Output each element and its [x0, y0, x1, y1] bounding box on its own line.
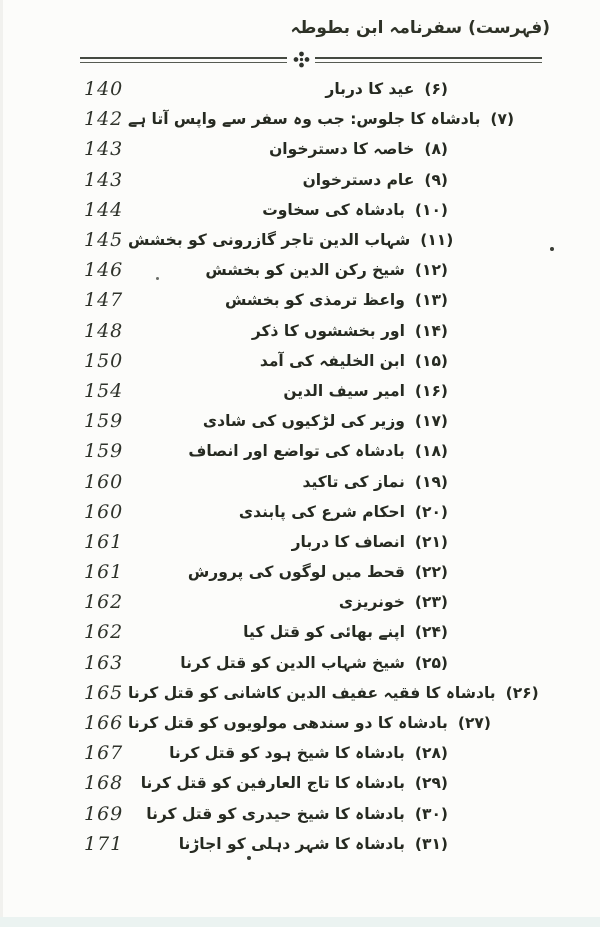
page-number: 147 [84, 289, 124, 312]
entry-number: (۷) [490, 110, 515, 129]
page-number: 169 [84, 802, 124, 825]
entry-title [325, 80, 448, 98]
toc-row [84, 617, 448, 647]
toc-row [84, 497, 448, 527]
entry-title [180, 654, 448, 672]
toc-row [84, 74, 448, 104]
entry-number: (۳۰) [414, 804, 448, 823]
entry-text: ابن الخلیفہ کی آمد [259, 351, 405, 370]
entry-number: (۱۹) [414, 472, 448, 491]
entry-title [188, 442, 448, 460]
entry-title [260, 352, 448, 370]
entry-title [243, 623, 448, 641]
scan-speck [156, 277, 159, 280]
entry-title [262, 201, 448, 219]
toc-row [84, 527, 448, 557]
entry-title [283, 382, 448, 400]
toc-row [84, 346, 448, 376]
entry-text: بادشاہ کا فقیہ عفیف الدین کاشانی کو قتل کرنا [128, 683, 496, 702]
toc-row [84, 376, 448, 406]
toc-row [84, 678, 539, 708]
entry-number: (۱۷) [414, 412, 448, 431]
page-number: 163 [84, 651, 124, 674]
entry-title [225, 291, 448, 309]
entry-number: (۶) [424, 80, 448, 99]
page-number: 160 [84, 470, 124, 493]
entry-text: بادشاہ کا شیخ ہود کو قتل کرنا [169, 744, 405, 763]
entry-text: انصاف کا دربار [291, 532, 405, 551]
toc-row [84, 134, 448, 164]
entry-title [128, 684, 539, 702]
entry-text: احکام شرع کی پابندی [238, 502, 405, 521]
toc-row [84, 165, 448, 195]
entry-number: (۲۲) [414, 563, 448, 582]
entry-text: بادشاہ کا شیخ حیدری کو قتل کرنا [146, 804, 405, 823]
toc-row [84, 648, 448, 678]
entry-number: (۱۱) [420, 231, 454, 250]
page-number: 140 [84, 78, 124, 101]
page-number: 171 [84, 832, 124, 855]
page-number: 165 [84, 681, 124, 704]
entry-number: (۳۱) [414, 834, 448, 853]
toc-row [84, 104, 515, 134]
entry-title [203, 412, 448, 430]
toc-row [84, 829, 448, 859]
entry-text: عام دسترخوان [302, 170, 415, 189]
entry-number: (۲۶) [505, 683, 539, 702]
page-number: 159 [84, 410, 124, 433]
entry-text: بادشاہ کا دو سندھی مولویوں کو قتل کرنا [128, 714, 448, 733]
entry-number: (۱۴) [414, 321, 448, 340]
header-rule-left [80, 57, 287, 63]
entry-title [128, 714, 491, 732]
entry-text: اور بخششوں کا ذکر [251, 321, 405, 340]
entry-text: وزیر کی لڑکیوں کی شادی [202, 412, 405, 431]
entry-number: (۲۸) [414, 744, 448, 763]
toc-list [84, 74, 539, 859]
entry-title [239, 503, 448, 521]
entry-number: (۱۲) [414, 261, 448, 280]
page-number: 144 [84, 198, 124, 221]
entry-number: (۲۷) [457, 714, 491, 733]
page-number: 161 [84, 530, 124, 553]
entry-title [179, 835, 448, 853]
page-header-title: (فہرست) سفرنامہ ابن بطوطہ [290, 18, 550, 38]
toc-row [84, 587, 448, 617]
entry-title [188, 563, 448, 581]
entry-title [303, 473, 449, 491]
entry-text: شہاب الدین تاجر گازرونی کو بخشش [128, 231, 411, 250]
toc-row [84, 406, 448, 436]
entry-number: (۱۰) [414, 200, 448, 219]
toc-row [84, 225, 454, 255]
toc-row [84, 436, 448, 466]
page-number: 143 [84, 138, 124, 161]
page-number: 154 [84, 379, 124, 402]
page-number: 143 [84, 168, 124, 191]
toc-row [84, 285, 448, 315]
scan-left-edge [0, 0, 3, 927]
entry-text: بادشاہ کا جلوس: جب وہ سفر سے واپس آتا ہے [128, 110, 481, 129]
entry-number: (۱۵) [414, 351, 448, 370]
entry-title [146, 805, 448, 823]
toc-row [84, 316, 448, 346]
toc-row [84, 708, 491, 738]
entry-text: عید کا دربار [325, 80, 415, 99]
entry-text: واعظ ترمذی کو بخشش [224, 291, 405, 310]
entry-text: شیخ شہاب الدین کو قتل کرنا [180, 653, 405, 672]
entry-number: (۲۳) [414, 593, 448, 612]
entry-number: (۲۰) [414, 502, 448, 521]
entry-title [128, 110, 514, 128]
page-number: 162 [84, 621, 124, 644]
page-number: 167 [84, 742, 124, 765]
page-number: 160 [84, 500, 124, 523]
scan-speck [550, 247, 554, 251]
toc-row [84, 738, 448, 768]
entry-text: خاصہ کا دسترخوان [269, 140, 415, 159]
scan-speck [247, 856, 251, 860]
page-number: 142 [84, 108, 124, 131]
entry-text: نماز کی تاکید [302, 472, 405, 491]
entry-number: (۱۶) [414, 381, 448, 400]
entry-title [169, 744, 448, 762]
entry-number: (۱۳) [414, 291, 448, 310]
toc-row [84, 255, 448, 285]
toc-row [84, 768, 448, 798]
entry-text: شیخ رکن الدین کو بخشش [205, 261, 405, 280]
page-number: 168 [84, 772, 124, 795]
entry-number: (۱۸) [414, 442, 448, 461]
page-number: 159 [84, 440, 124, 463]
entry-title [141, 774, 448, 792]
entry-number: (۲۴) [414, 623, 448, 642]
diamond-dots-icon [292, 50, 311, 69]
entry-title [205, 261, 448, 279]
page-number: 146 [84, 259, 124, 282]
toc-row [84, 799, 448, 829]
entry-title [128, 231, 453, 249]
entry-title [339, 593, 448, 611]
entry-title [252, 322, 448, 340]
entry-number: (۲۱) [414, 532, 448, 551]
entry-text: خونریزی [338, 593, 405, 612]
entry-title [292, 533, 448, 551]
toc-row [84, 557, 448, 587]
entry-text: بادشاہ کی سخاوت [262, 200, 405, 219]
entry-text: بادشاہ کا تاج العارفین کو قتل کرنا [140, 774, 405, 793]
header-rule-right [315, 57, 542, 63]
entry-text: اپنے بھائی کو قتل کیا [243, 623, 405, 642]
entry-number: (۲۹) [414, 774, 448, 793]
page-number: 166 [84, 712, 124, 735]
page-number: 162 [84, 591, 124, 614]
scan-bottom-edge [0, 917, 600, 927]
toc-row [84, 466, 448, 496]
entry-number: (۹) [424, 170, 448, 189]
entry-number: (۲۵) [414, 653, 448, 672]
page-number: 150 [84, 349, 124, 372]
entry-title [303, 171, 448, 189]
toc-row [84, 195, 448, 225]
page-number: 148 [84, 319, 124, 342]
entry-text: بادشاہ کا شہر دہلی کو اجاڑنا [178, 834, 405, 853]
entry-text: امیر سیف الدین [283, 381, 405, 400]
entry-text: بادشاہ کی تواضع اور انصاف [188, 442, 405, 461]
entry-number: (۸) [424, 140, 448, 159]
entry-title [269, 140, 448, 158]
page-number: 145 [84, 229, 124, 252]
entry-text: قحط میں لوگوں کی پرورش [187, 563, 405, 582]
page-number: 161 [84, 561, 124, 584]
